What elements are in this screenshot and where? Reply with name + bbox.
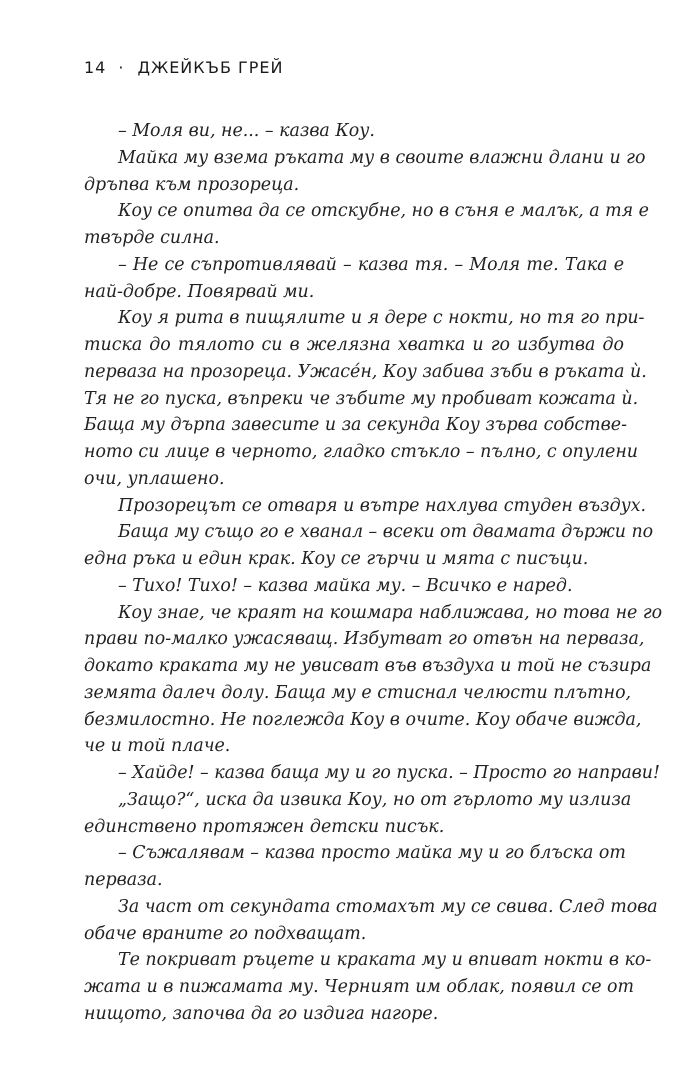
text-line: Майка му взема ръката му в своите влажни длани и го bbox=[118, 147, 646, 168]
text-line: перваза на прозореца. Ужасе́н, Коу забива зъби в ръката ѝ. bbox=[84, 361, 647, 382]
text-line: Тя не го пуска, въпреки че зъбите му пробиват кожата ѝ. bbox=[84, 388, 639, 409]
text-line: Коу знае, че краят на кошмара наближава, но това не го bbox=[118, 602, 663, 623]
text-line: твърде силна. bbox=[84, 228, 220, 248]
text-line: една ръка и един крак. Коу се гърчи и мята с писъци. bbox=[84, 549, 589, 569]
text-line: Коу я рита в пищялите и я дере с нокти, но тя го при- bbox=[118, 308, 645, 329]
text-line: Прозорецът се отваря и вътре нахлува студен въздух. bbox=[118, 495, 647, 516]
text-line: Коу се опитва да се отскубне, но в съня е малък, а тя е bbox=[118, 201, 649, 222]
text-line: „Защо?“, иска да извика Коу, но от гърлото му излиза bbox=[118, 789, 632, 810]
text-line: – Тихо! Тихо! – казва майка му. – Всичко е наред. bbox=[118, 575, 573, 596]
author-name: ДЖЕЙКЪБ ГРЕЙ bbox=[137, 58, 284, 77]
text-line: докато краката му не увисват във въздуха и той не съзира bbox=[84, 656, 652, 676]
text-line: обаче враните го подхващат. bbox=[84, 923, 367, 944]
text-line: Баща му също го е хванал – всеки от двамата държи по bbox=[118, 522, 654, 543]
text-line: земята далеч долу. Баща му е стиснал челюсти плътно, bbox=[84, 682, 632, 703]
text-line: – Хайде! – казва баща му и го пуска. – Просто го направи! bbox=[118, 763, 660, 783]
text-line: нищото, започва да го издига нагоре. bbox=[84, 1003, 439, 1024]
text-line: Те покриват ръцете и краката му и впиват нокти в ко- bbox=[118, 950, 652, 971]
text-line: ното си лице в черното, гладко стъкло – пълно, с опулени bbox=[84, 442, 638, 462]
text-line: – Съжалявам – казва просто майка му и го блъска от bbox=[118, 843, 626, 864]
text-line: – Моля ви, не... – казва Коу. bbox=[118, 121, 375, 141]
text-line: очи, уплашено. bbox=[84, 468, 225, 489]
page-number: 14 bbox=[84, 58, 107, 77]
text-line: безмилостно. Не поглежда Коу в очите. Коу обаче вижда, bbox=[84, 709, 642, 730]
running-header bbox=[84, 58, 284, 77]
text-line: Баща му дърпа завесите и за секунда Коу зърва собстве- bbox=[84, 415, 627, 436]
body-text bbox=[84, 118, 663, 1028]
text-line: За част от секундата стомахът му се свива. След това bbox=[118, 896, 658, 917]
text-line: прави по-малко ужасяващ. Избутват го отвън на перваза, bbox=[84, 629, 645, 650]
text-line: най-добре. Повярвай ми. bbox=[84, 281, 315, 302]
header-separator: · bbox=[118, 58, 125, 77]
text-line: перваза. bbox=[84, 870, 163, 890]
text-line: – Не се съпротивлявай – казва тя. – Моля те. Така е bbox=[118, 254, 624, 275]
text-line: дръпва към прозореца. bbox=[84, 174, 300, 195]
text-line: единствено протяжен детски писък. bbox=[84, 816, 445, 837]
text-line: жата и в пижамата му. Черният им облак, появил се от bbox=[84, 977, 634, 997]
text-line: тиска до тялото си в желязна хватка и го избутва до bbox=[84, 335, 624, 355]
text-line: че и той плаче. bbox=[84, 736, 231, 757]
